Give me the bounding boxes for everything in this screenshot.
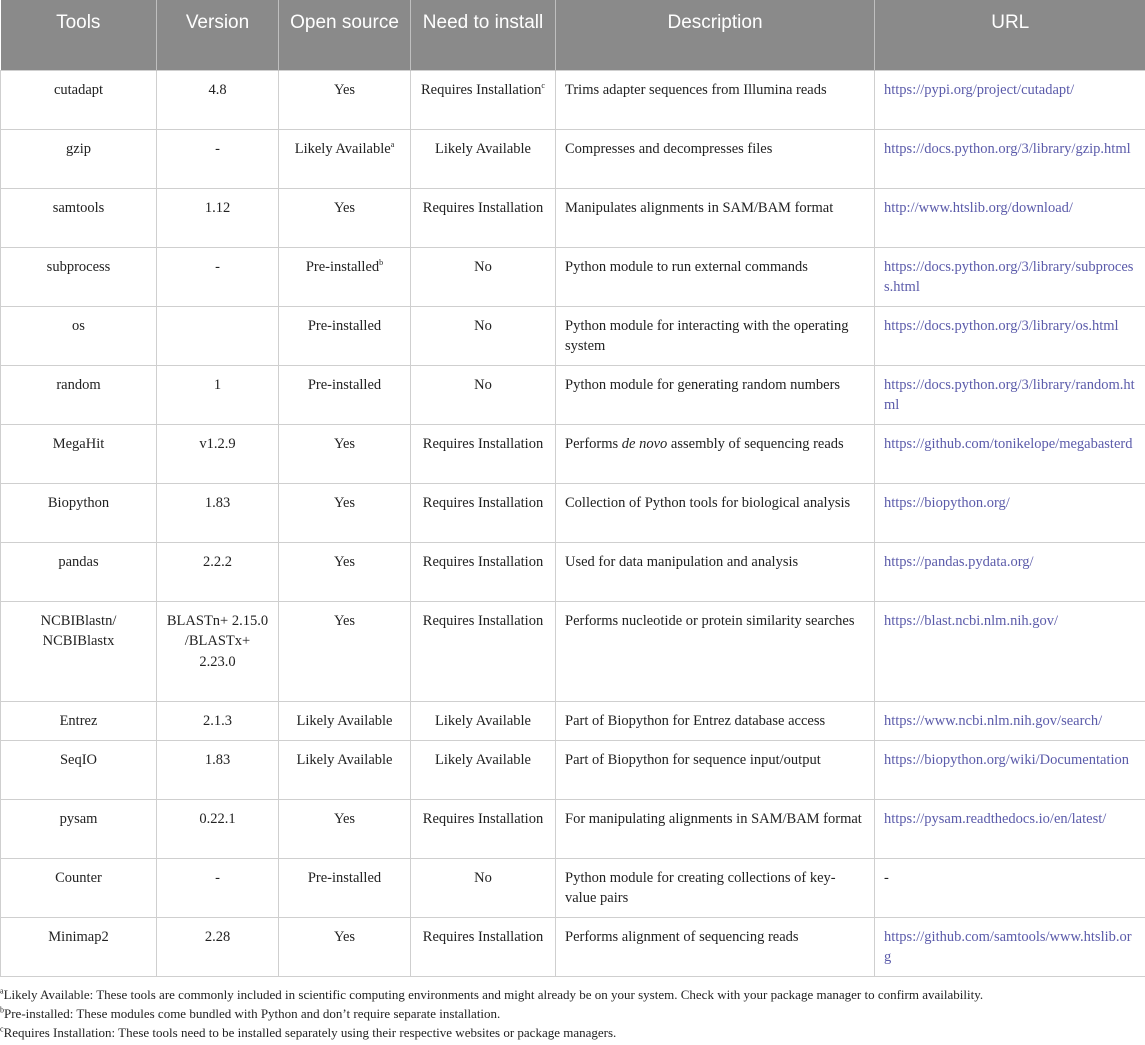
table-row	[1, 701, 1145, 740]
install-cell: Requires Installation	[411, 917, 556, 976]
tool-version: 4.8	[157, 70, 279, 129]
install-cell: Requires Installation	[411, 799, 556, 858]
table-row	[1, 799, 1145, 858]
tool-version: 1.83	[157, 483, 279, 542]
footnote-text: Likely Available: These tools are commonly included in scientific computing environments and might already be on your system. Check with your package manager to confirm availability.	[3, 987, 984, 1002]
header-description: Description	[556, 0, 875, 70]
open-source-cell: Pre-installed	[279, 306, 411, 365]
footnote-marker: c	[541, 80, 545, 90]
description-italic: de novo	[621, 435, 668, 452]
table-row	[1, 601, 1145, 701]
table-row	[1, 70, 1145, 129]
tool-name: SeqIO	[1, 740, 157, 799]
footnote-mark: c	[0, 1024, 4, 1034]
install-cell: No	[411, 247, 556, 306]
table-row	[1, 542, 1145, 601]
open-source-cell: Yes	[279, 601, 411, 701]
table-row	[1, 129, 1145, 188]
tool-version: 1.12	[157, 188, 279, 247]
url-link[interactable]: https://biopython.org/wiki/Documentation	[875, 740, 1145, 799]
url-link[interactable]: https://www.ncbi.nlm.nih.gov/search/	[875, 701, 1145, 740]
footnote-mark: b	[0, 1005, 4, 1015]
install-value: Requires Installation	[421, 81, 542, 98]
footnote-marker: a	[390, 139, 395, 149]
url-link[interactable]: https://github.com/samtools/www.htslib.org	[875, 917, 1145, 976]
open-source-cell: Yes	[279, 483, 411, 542]
description-cell: Python module for interacting with the operating system	[556, 306, 875, 365]
description-cell: Python module for creating collections of key-value pairs	[556, 858, 875, 917]
table-footnotes	[0, 985, 1145, 1042]
tool-name: MegaHit	[1, 424, 157, 483]
open-source-cell: Yes	[279, 799, 411, 858]
install-cell: Likely Available	[411, 129, 556, 188]
tool-version: 2.2.2	[157, 542, 279, 601]
tool-version: BLASTn+ 2.15.0 /BLASTx+ 2.23.0	[157, 601, 279, 701]
description-cell: For manipulating alignments in SAM/BAM format	[556, 799, 875, 858]
tool-name: NCBIBlastn/ NCBIBlastx	[1, 601, 157, 701]
open-source-value: Likely Available	[294, 140, 391, 157]
install-cell: No	[411, 306, 556, 365]
footnote-b	[0, 1004, 1145, 1023]
table-row	[1, 858, 1145, 917]
install-cell: Requires Installation	[411, 483, 556, 542]
open-source-cell: Yes	[279, 188, 411, 247]
description-cell	[556, 424, 875, 483]
open-source-cell: Likely Available	[279, 701, 411, 740]
open-source-cell	[279, 247, 411, 306]
url-link[interactable]: https://pypi.org/project/cutadapt/	[875, 70, 1145, 129]
install-cell: No	[411, 858, 556, 917]
open-source-cell: Likely Available	[279, 740, 411, 799]
tool-name: Minimap2	[1, 917, 157, 976]
open-source-cell: Pre-installed	[279, 858, 411, 917]
description-cell: Part of Biopython for sequence input/output	[556, 740, 875, 799]
install-cell: Likely Available	[411, 740, 556, 799]
description-cell: Collection of Python tools for biological analysis	[556, 483, 875, 542]
footnote-mark: a	[0, 986, 4, 996]
open-source-cell: Pre-installed	[279, 365, 411, 424]
tool-version: 0.22.1	[157, 799, 279, 858]
table-row	[1, 424, 1145, 483]
table-header-row	[1, 0, 1145, 70]
tool-version: 2.1.3	[157, 701, 279, 740]
description-text: assembly of sequencing reads	[667, 435, 844, 452]
description-text: Performs	[565, 435, 622, 452]
install-cell: Requires Installation	[411, 542, 556, 601]
tool-name: pysam	[1, 799, 157, 858]
install-cell: Requires Installation	[411, 601, 556, 701]
install-cell	[411, 70, 556, 129]
description-cell: Trims adapter sequences from Illumina reads	[556, 70, 875, 129]
header-open-source: Open source	[279, 0, 411, 70]
tool-name: os	[1, 306, 157, 365]
table-row	[1, 917, 1145, 976]
open-source-value: Pre-installed	[305, 258, 380, 275]
install-cell: Requires Installation	[411, 424, 556, 483]
description-cell: Performs alignment of sequencing reads	[556, 917, 875, 976]
url-link[interactable]: https://pandas.pydata.org/	[875, 542, 1145, 601]
url-link[interactable]: http://www.htslib.org/download/	[875, 188, 1145, 247]
description-cell: Python module for generating random numbers	[556, 365, 875, 424]
url-link[interactable]: https://github.com/tonikelope/megabasterd	[875, 424, 1145, 483]
url-link[interactable]: https://docs.python.org/3/library/random.html	[875, 365, 1145, 424]
footnote-c	[0, 1023, 1145, 1042]
description-cell: Python module to run external commands	[556, 247, 875, 306]
description-cell: Performs nucleotide or protein similarity searches	[556, 601, 875, 701]
url-link[interactable]: https://pysam.readthedocs.io/en/latest/	[875, 799, 1145, 858]
table-row	[1, 483, 1145, 542]
footnote-a	[0, 985, 1145, 1004]
description-cell: Used for data manipulation and analysis	[556, 542, 875, 601]
table-row	[1, 247, 1145, 306]
table-row	[1, 740, 1145, 799]
url-link[interactable]: https://docs.python.org/3/library/gzip.html	[875, 129, 1145, 188]
tool-name: Entrez	[1, 701, 157, 740]
tool-name: random	[1, 365, 157, 424]
description-cell: Manipulates alignments in SAM/BAM format	[556, 188, 875, 247]
header-version: Version	[157, 0, 279, 70]
footnote-marker: b	[379, 257, 384, 267]
open-source-cell: Yes	[279, 424, 411, 483]
url-link[interactable]: https://docs.python.org/3/library/subprocess.html	[875, 247, 1145, 306]
install-cell: Likely Available	[411, 701, 556, 740]
url-link: -	[875, 858, 1145, 917]
install-cell: No	[411, 365, 556, 424]
tool-version: 1.83	[157, 740, 279, 799]
url-link[interactable]: https://blast.ncbi.nlm.nih.gov/	[875, 601, 1145, 701]
table-row	[1, 306, 1145, 365]
tool-version: -	[157, 858, 279, 917]
url-link[interactable]: https://docs.python.org/3/library/os.html	[875, 306, 1145, 365]
install-cell: Requires Installation	[411, 188, 556, 247]
open-source-cell: Yes	[279, 542, 411, 601]
tool-version: -	[157, 129, 279, 188]
tool-name: Biopython	[1, 483, 157, 542]
header-need-to-install: Need to install	[411, 0, 556, 70]
open-source-cell: Yes	[279, 70, 411, 129]
tool-name: gzip	[1, 129, 157, 188]
table-row	[1, 365, 1145, 424]
tool-version: 2.28	[157, 917, 279, 976]
footnote-text: Requires Installation: These tools need to be installed separately using their respective websites or package managers.	[3, 1025, 617, 1040]
url-link[interactable]: https://biopython.org/	[875, 483, 1145, 542]
open-source-cell: Yes	[279, 917, 411, 976]
footnote-text: Pre-installed: These modules come bundled with Python and don’t require separate installation.	[4, 1006, 501, 1021]
tool-name: samtools	[1, 188, 157, 247]
tool-name: subprocess	[1, 247, 157, 306]
description-cell: Compresses and decompresses files	[556, 129, 875, 188]
table-row	[1, 188, 1145, 247]
tool-version: -	[157, 247, 279, 306]
description-cell: Part of Biopython for Entrez database access	[556, 701, 875, 740]
tool-version	[157, 306, 279, 365]
header-url: URL	[875, 0, 1145, 70]
tool-version: v1.2.9	[157, 424, 279, 483]
tool-name: pandas	[1, 542, 157, 601]
tool-name: Counter	[1, 858, 157, 917]
header-tools: Tools	[1, 0, 157, 70]
tool-version: 1	[157, 365, 279, 424]
open-source-cell	[279, 129, 411, 188]
tool-name: cutadapt	[1, 70, 157, 129]
